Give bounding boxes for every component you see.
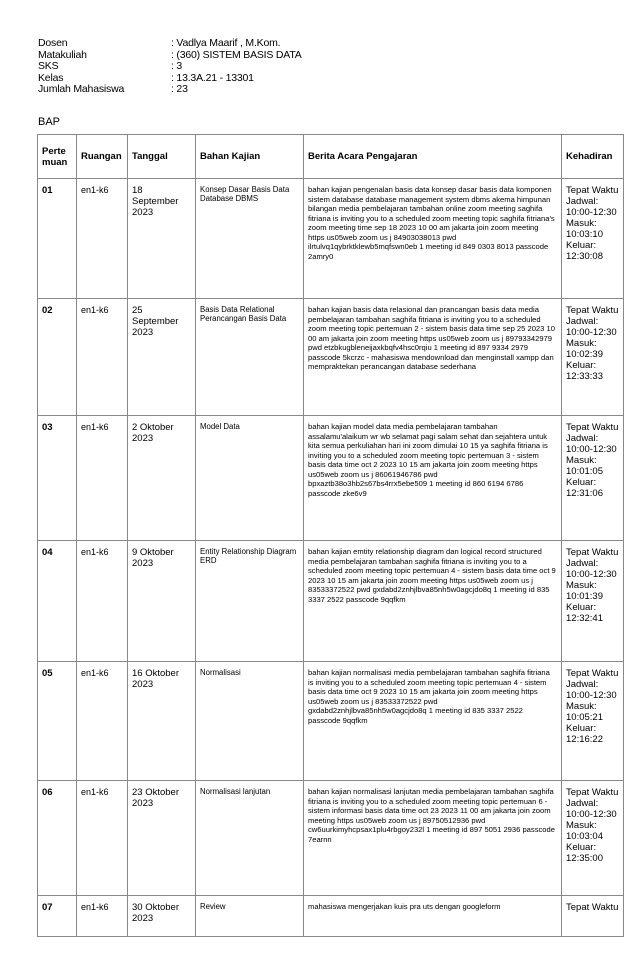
info-label: SKS	[38, 60, 59, 73]
info-value: : 13.3A.21 - 13301	[171, 71, 254, 84]
cell-kehadiran: Tepat Waktu Jadwal: 10:00-12:30 Masuk: 10:02:39 Keluar: 12:33:33	[562, 299, 624, 416]
cell-pertemuan: 02	[38, 299, 77, 416]
info-row-jumlah-mahasiswa	[38, 84, 302, 96]
table-row	[38, 416, 624, 541]
cell-bahan-kajian: Basis Data Relational Perancangan Basis Data	[196, 299, 304, 416]
cell-berita-acara: bahan kajian model data media pembelajaran tambahan assalamu'alaikum wr wb selamat pagi salam sehat dan sejahtera untuk kita semua perkuliahan hari ini zoom dimulai 10 15 ya saghifa fitriana is inviting you to a scheduled zoom meeting topic pertemuan 3 - sistem basis data time oct 2 2023 10 15 am jakarta join zoom meeting https us05web zoom us j 86061946786 pwd bpxaztb38o3hb2s67bs4rrx5ebe509 1 meeting id 860 6194 6786 passcode zke6v9	[304, 416, 562, 541]
header-kehadiran: Kehadiran	[562, 135, 624, 179]
header-ruangan: Ruangan	[77, 135, 128, 179]
cell-tanggal: 25 September 2023	[128, 299, 196, 416]
cell-ruangan: en1-k6	[77, 299, 128, 416]
cell-ruangan: en1-k6	[77, 781, 128, 896]
cell-bahan-kajian: Konsep Dasar Basis Data Database DBMS	[196, 179, 304, 299]
table-row	[38, 896, 624, 937]
cell-berita-acara: bahan kajian normalisasi lanjutan media pembelajaran tambahan saghifa fitriana is inviting you to a scheduled zoom meeting topic pertemuan 6 - sistem informasi basis data time oct 23 2023 11 00 am jakarta join zoom meeting https us05web zoom us j 89750512936 pwd cw6uurkimyhcpsax1plu4rbgoy232l 1 meeting id 897 5051 2936 passcode 7earnn	[304, 781, 562, 896]
cell-ruangan: en1-k6	[77, 541, 128, 662]
info-row-matakuliah	[38, 50, 302, 62]
info-label: Jumlah Mahasiswa	[38, 83, 125, 96]
bap-title: BAP	[38, 116, 61, 128]
cell-pertemuan: 03	[38, 416, 77, 541]
cell-pertemuan: 06	[38, 781, 77, 896]
cell-bahan-kajian: Review	[196, 896, 304, 937]
cell-ruangan: en1-k6	[77, 416, 128, 541]
cell-pertemuan: 01	[38, 179, 77, 299]
table-row	[38, 179, 624, 299]
table-row	[38, 781, 624, 896]
cell-tanggal: 16 Oktober 2023	[128, 662, 196, 781]
cell-pertemuan: 05	[38, 662, 77, 781]
cell-berita-acara: bahan kajian emtity relationship diagram dan logical record structured media pembelajaran tambahan saghifa fitriana is inviting you to a scheduled zoom meeting topic pertemuan 4 - sistem basis data time oct 9 2023 10 15 am jakarta join zoom meeting https us05web zoom us j 83533372522 pwd gxdabd2znhjlbva85nh5w0agcjdo8q 1 meeting id 835 3337 2522 passcode 9qqfkm	[304, 541, 562, 662]
cell-bahan-kajian: Normalisasi lanjutan	[196, 781, 304, 896]
info-row-sks	[38, 61, 302, 73]
cell-pertemuan: 07	[38, 896, 77, 937]
cell-berita-acara: bahan kajian pengenalan basis data konsep dasar basis data komponen sistem database database management system dbms akema himpunan bilangan media pembelajaran tambahan online zoom meeting saghifa fitriana is inviting you to a scheduled zoom meeting topic saghifa fitriana's zoom meeting time sep 18 2023 10 00 am jakarta join zoom meeting https us05web zoom us j 84903038013 pwd ilrtulvq1qybrktklewb5mqfswn0eb 1 meeting id 849 0303 8013 passcode 2amry0	[304, 179, 562, 299]
cell-tanggal: 2 Oktober 2023	[128, 416, 196, 541]
cell-bahan-kajian: Entity Relationship Diagram ERD	[196, 541, 304, 662]
cell-berita-acara: bahan kajian normalisasi media pembelajaran tambahan saghifa fitriana is inviting you to a scheduled zoom meeting topic pertemuan 4 - sistem basis data time oct 9 2023 10 15 am jakarta join zoom meeting https us05web zoom us j 83533372522 pwd gxdabd2znhjlbva85nh5w0agcjdo8q 1 meeting id 835 3337 2522 passcode 9qqfkm	[304, 662, 562, 781]
cell-kehadiran: Tepat Waktu Jadwal: 10:00-12:30 Masuk: 10:03:04 Keluar: 12:35:00	[562, 781, 624, 896]
table-row	[38, 541, 624, 662]
header-bahan-kajian: Bahan Kajian	[196, 135, 304, 179]
info-value: : Vadlya Maarif , M.Kom.	[171, 37, 281, 49]
info-value: : (360) SISTEM BASIS DATA	[171, 48, 302, 61]
cell-kehadiran: Tepat Waktu Jadwal: 10:00-12:30 Masuk: 10:01:39 Keluar: 12:32:41	[562, 541, 624, 662]
cell-bahan-kajian: Model Data	[196, 416, 304, 541]
cell-tanggal: 9 Oktober 2023	[128, 541, 196, 662]
cell-berita-acara: mahasiswa mengerjakan kuis pra uts dengan googleform	[304, 896, 562, 937]
header-pertemuan: Perte muan	[38, 135, 77, 179]
cell-kehadiran: Tepat Waktu Jadwal: 10:00-12:30 Masuk: 10:01:05 Keluar: 12:31:06	[562, 416, 624, 541]
cell-tanggal: 30 Oktober 2023	[128, 896, 196, 937]
table-row	[38, 299, 624, 416]
info-label: Kelas	[38, 71, 64, 84]
cell-kehadiran: Tepat Waktu	[562, 896, 624, 937]
info-value: : 3	[171, 60, 183, 73]
info-label: Dosen	[38, 37, 68, 49]
info-label: Matakuliah	[38, 48, 87, 61]
header-tanggal: Tanggal	[128, 135, 196, 179]
info-row-dosen	[38, 38, 302, 50]
info-value: : 23	[171, 83, 188, 96]
cell-kehadiran: Tepat Waktu Jadwal: 10:00-12:30 Masuk: 10:05:21 Keluar: 12:16:22	[562, 662, 624, 781]
cell-kehadiran: Tepat Waktu Jadwal: 10:00-12:30 Masuk: 10:03:10 Keluar: 12:30:08	[562, 179, 624, 299]
cell-bahan-kajian: Normalisasi	[196, 662, 304, 781]
cell-pertemuan: 04	[38, 541, 77, 662]
table-row	[38, 662, 624, 781]
course-info	[38, 38, 302, 96]
bap-table	[37, 134, 624, 937]
cell-tanggal: 23 Oktober 2023	[128, 781, 196, 896]
cell-tanggal: 18 September 2023	[128, 179, 196, 299]
cell-ruangan: en1-k6	[77, 179, 128, 299]
header-berita-acara: Berita Acara Pengajaran	[304, 135, 562, 179]
cell-ruangan: en1-k6	[77, 662, 128, 781]
cell-berita-acara: bahan kajian basis data relasional dan prancangan basis data media pembelajaran tambahan saghifa fitriana is inviting you to a scheduled zoom meeting topic pertemuan 2 - sistem basis data time sep 25 2023 10 00 am jakarta join zoom meeting https us05web zoom us j 89793342979 pwd etzbkugbleneijaxkbqfv4hsc0rqiu 1 meeting id 897 9334 2979 passcode 5kcrzc - mahasiswa mendownload dan menginstall xampp dan mempraktekan perancangan database sederhana	[304, 299, 562, 416]
cell-ruangan: en1-k6	[77, 896, 128, 937]
table-header-row	[38, 135, 624, 179]
